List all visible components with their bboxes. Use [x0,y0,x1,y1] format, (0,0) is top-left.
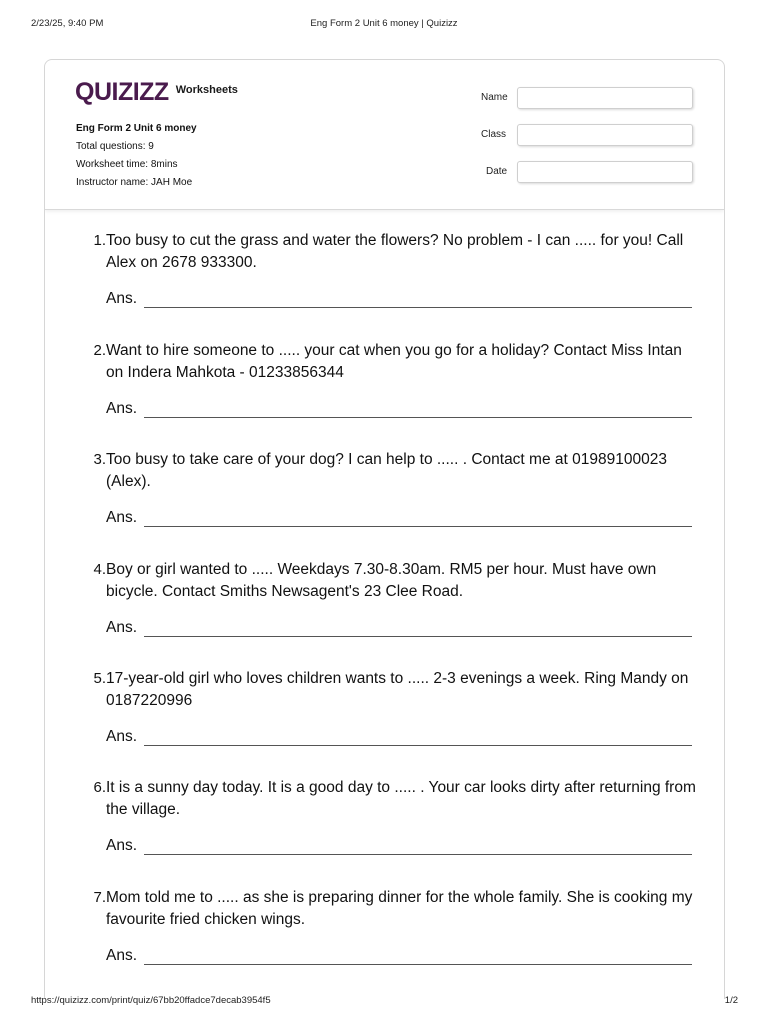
question-item [45,230,724,330]
answer-line[interactable] [144,417,692,418]
question-number: 7. [93,889,106,906]
worksheet-header [45,60,724,210]
question-item [45,559,724,659]
worksheet-page [44,59,725,999]
class-field-row [465,124,695,146]
question-text: 17-year-old girl who loves children wants to ..... 2-3 evenings a week. Ring Mandy on 0187220996 [106,670,689,709]
logo-wordmark: QUIZIZZ [75,77,169,106]
answer-row [106,288,694,310]
answer-row [106,726,694,748]
answer-label: Ans. [106,290,138,307]
class-input[interactable] [517,124,693,146]
answer-line[interactable] [144,964,692,965]
question-item [45,668,724,768]
answer-label: Ans. [106,509,138,526]
question-item [45,887,724,987]
question-item [45,777,724,877]
question-item [45,340,724,440]
date-field-row [465,161,695,183]
question-text: It is a sunny day today. It is a good day to ..... . Your car looks dirty after returning from the village. [106,779,696,818]
answer-row [106,945,694,967]
logo-product-label: Worksheets [175,84,238,96]
answer-line[interactable] [144,307,692,308]
question-number: 1. [93,232,106,249]
question-text: Want to hire someone to ..... your cat when you go for a holiday? Contact Miss Intan on Indera Mahkota - 01233856344 [106,342,682,381]
print-datetime: 2/23/25, 9:40 PM [31,18,104,29]
answer-row [106,398,694,420]
date-input[interactable] [517,161,693,183]
worksheet-meta [76,120,197,192]
answer-line[interactable] [144,745,692,746]
question-text: Too busy to take care of your dog? I can help to ..... . Contact me at 01989100023 (Alex). [106,451,667,490]
total-questions: Total questions: 9 [76,141,154,152]
print-url: https://quizizz.com/print/quiz/67bb20ffadce7decab3954f5 [31,995,271,1006]
answer-label: Ans. [106,947,138,964]
answer-row [106,617,694,639]
answer-label: Ans. [106,837,138,854]
date-label: Date [486,166,508,177]
answer-label: Ans. [106,400,138,417]
answer-line[interactable] [144,636,692,637]
print-page-title: Eng Form 2 Unit 6 money | Quizizz [310,18,458,29]
question-number: 4. [93,561,106,578]
answer-row [106,835,694,857]
question-item [45,449,724,549]
question-text: Too busy to cut the grass and water the flowers? No problem - I can ..... for you! Call Alex on 2678 933300. [106,232,684,271]
answer-label: Ans. [106,619,138,636]
print-page-number: 1/2 [724,995,738,1006]
question-text: Mom told me to ..... as she is preparing dinner for the whole family. She is cooking my favourite fried chicken wings. [106,889,693,928]
question-number: 3. [93,451,106,468]
print-header [0,18,768,32]
question-number: 2. [93,342,106,359]
class-label: Class [481,129,507,140]
answer-line[interactable] [144,526,692,527]
worksheet-title: Eng Form 2 Unit 6 money [76,123,197,134]
quizizz-logo [75,78,238,106]
answer-line[interactable] [144,854,692,855]
name-field-row [465,87,695,109]
answer-row [106,507,694,529]
question-text: Boy or girl wanted to ..... Weekdays 7.30-8.30am. RM5 per hour. Must have own bicycle. Contact Smiths Newsagent's 23 Clee Road. [106,561,657,600]
question-number: 5. [93,670,106,687]
instructor-name: Instructor name: JAH Moe [76,177,193,188]
name-label: Name [481,92,508,103]
print-footer [0,995,768,1009]
name-input[interactable] [517,87,693,109]
question-number: 6. [93,779,106,796]
worksheet-time: Worksheet time: 8mins [76,159,178,170]
answer-label: Ans. [106,728,138,745]
